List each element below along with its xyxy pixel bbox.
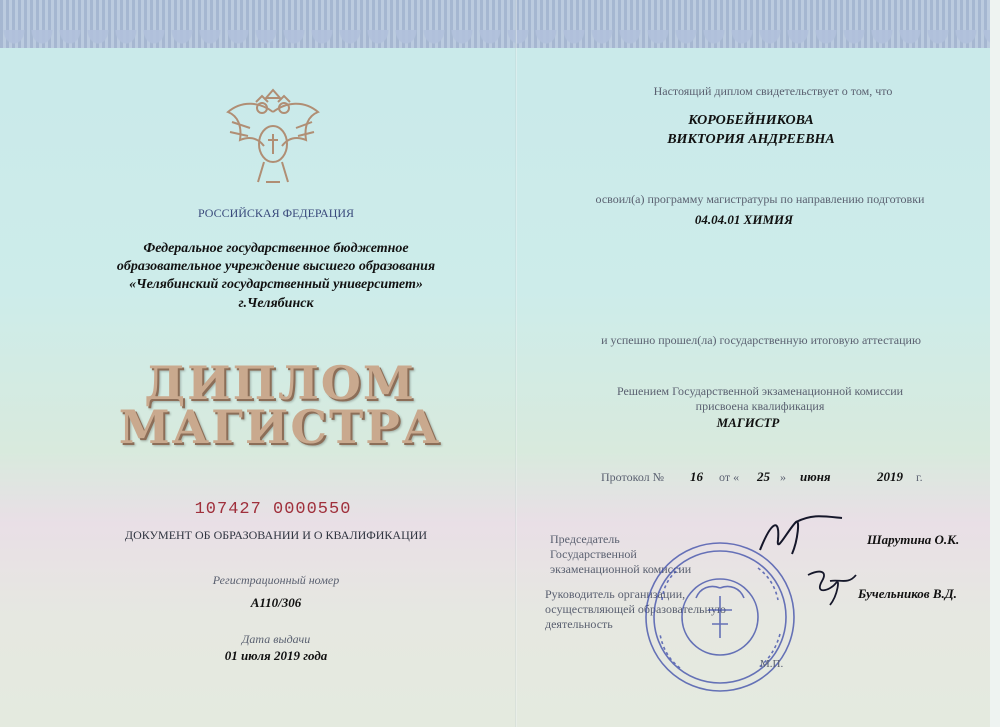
decorative-border-top — [0, 0, 1000, 48]
issue-date: 01 июля 2019 года — [224, 648, 328, 663]
registration-number: А110/306 — [250, 595, 302, 610]
serial-number: 107427 0000550 — [194, 500, 352, 519]
decision-line-1: Решением Государственной экзаменационной комиссии — [616, 384, 904, 398]
head-signature — [800, 565, 860, 610]
chair-title-line-1: Председатель — [550, 532, 620, 546]
page-edge-right — [990, 0, 1000, 727]
program-text: освоил(а) программу магистратуры по направлению подготовки — [595, 192, 925, 206]
country-name: РОССИЙСКАЯ ФЕДЕРАЦИЯ — [197, 206, 355, 220]
intro-text: Настоящий диплом свидетельствует о том, что — [653, 84, 893, 98]
registration-label: Регистрационный номер — [212, 573, 340, 587]
head-title-line-2: осуществляющей образовательную — [545, 602, 726, 616]
attestation-text: и успешно прошел(ла) государственную итоговую аттестацию — [601, 333, 921, 347]
decision-line-2: присвоена квалификация — [695, 399, 825, 413]
chair-title-line-2: Государственной — [550, 547, 637, 561]
chair-name: Шарутина О.К. — [867, 532, 960, 547]
holder-surname: КОРОБЕЙНИКОВА — [688, 113, 814, 128]
document-caption: ДОКУМЕНТ ОБ ОБРАЗОВАНИИ И О КВАЛИФИКАЦИИ — [124, 528, 428, 542]
page-fold — [515, 0, 517, 727]
diploma-title-line-2: МАГИСТРА — [118, 400, 442, 454]
qualification: МАГИСТР — [716, 415, 780, 430]
coat-of-arms-eagle-icon — [220, 82, 326, 192]
chair-signature — [752, 510, 852, 560]
stamp-place-label: М.П. — [760, 658, 784, 670]
institution-city: г.Челябинск — [238, 296, 314, 311]
institution-line-3: «Челябинский государственный университет» — [129, 277, 423, 292]
head-title-line-3: деятельность — [545, 617, 613, 631]
head-title-line-1: Руководитель организации, — [545, 587, 686, 601]
official-seal-stamp — [640, 540, 800, 695]
institution-line-2: образовательное учреждение высшего образования — [116, 259, 436, 274]
holder-given-names: ВИКТОРИЯ АНДРЕЕВНА — [667, 132, 835, 147]
chair-title-line-3: экзаменационной комиссии — [550, 562, 692, 576]
protocol-year: 2019 — [877, 469, 903, 484]
issue-date-label: Дата выдачи — [241, 632, 311, 646]
diploma-title-line-1: ДИПЛОМ — [144, 356, 416, 410]
institution-line-1: Федеральное государственное бюджетное — [143, 241, 409, 256]
protocol-day: 25 — [757, 469, 770, 484]
protocol-month: июня — [800, 469, 831, 484]
protocol-label: Протокол № — [601, 470, 665, 484]
date-from-label: от « — [719, 470, 740, 484]
program-value: 04.04.01 ХИМИЯ — [694, 212, 794, 227]
protocol-number: 16 — [690, 469, 703, 484]
date-close-quote: » — [780, 470, 786, 484]
year-suffix: г. — [916, 470, 923, 484]
head-name: Бучельников В.Д. — [858, 586, 957, 601]
